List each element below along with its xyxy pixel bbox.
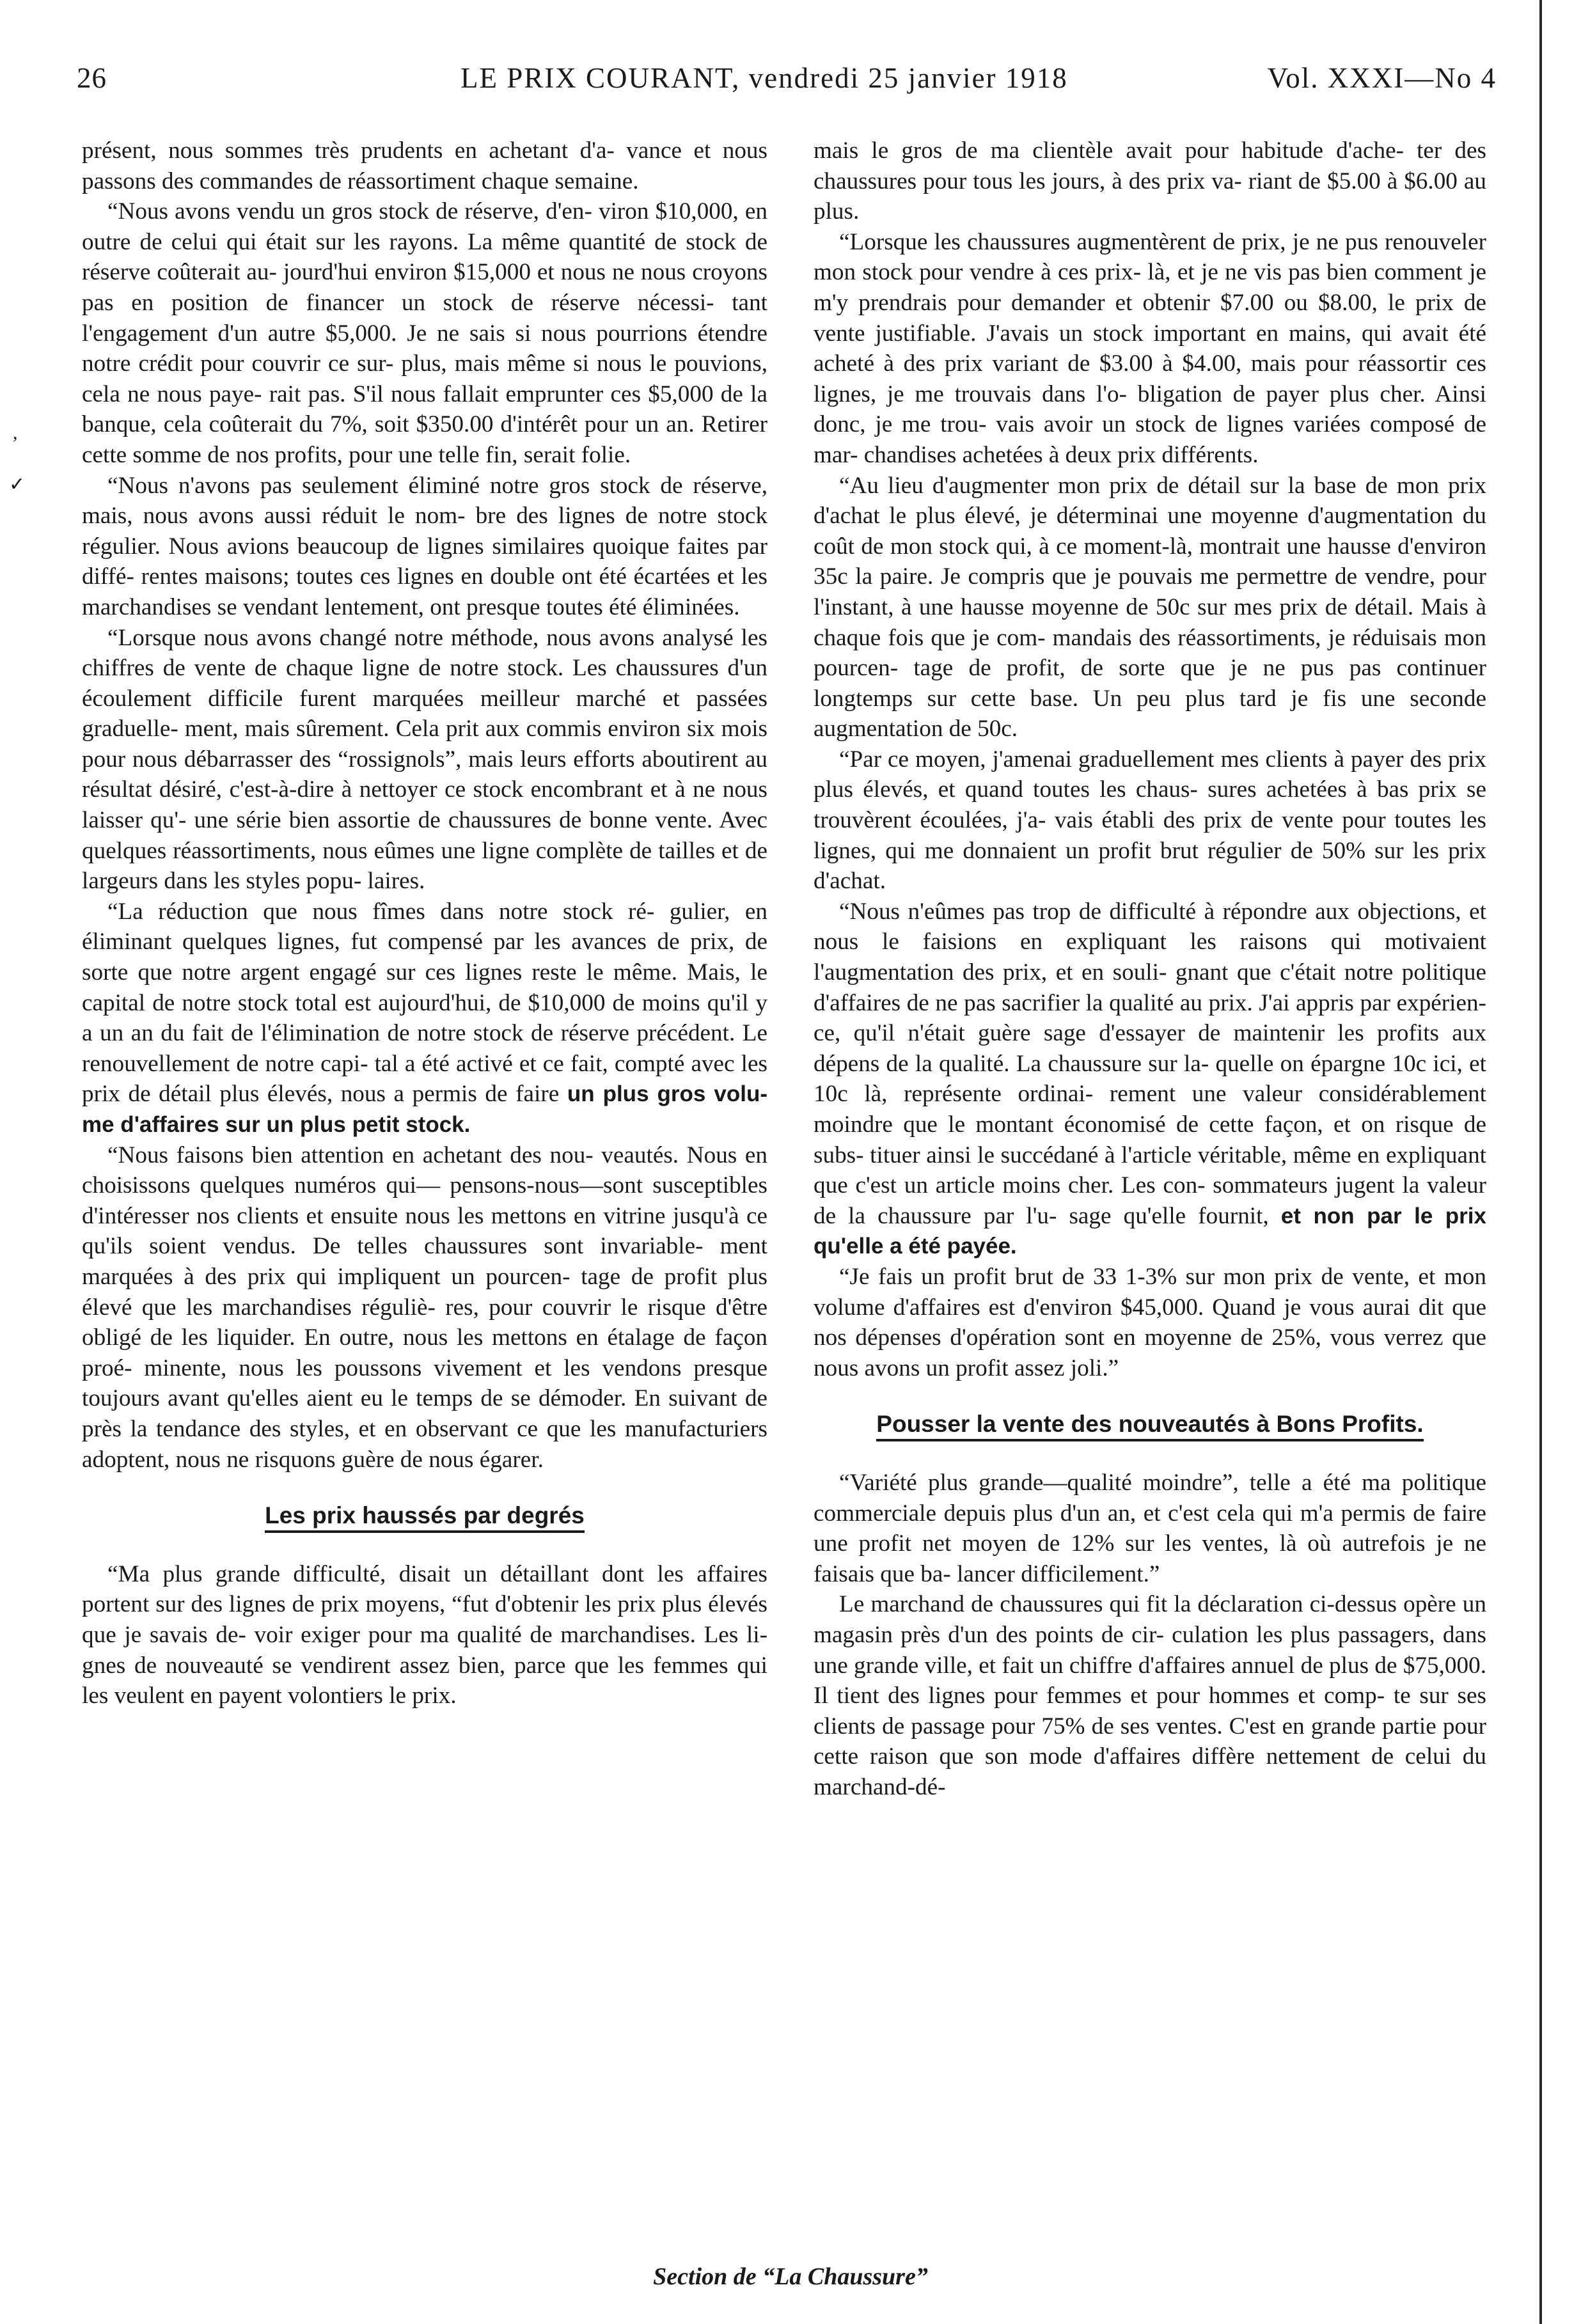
paragraph: “Nous avons vendu un gros stock de réserve, d'en- viron $10,000, en outre de celui qui était sur les rayons. La même quantité de stock de réserve coûterait au- jourd'hui environ $15,000 et nous ne nous croyons pas en position de financer un stock de réserve nécessi- tant l'engagement d'un autre $5,000. Je ne sais si nous pourrions étendre notre crédit pour couvrir ce sur- plus, mais même si nous le pouvions, cela ne nous paye- rait pas. S'il nous fallait emprunter ces $5,000 de la banque, cela coûterait du 7%, soit $350.00 d'intérêt pour un an. Retirer cette somme de nos profits, pour une telle fin, serait folie.: [82, 198, 767, 468]
left-column: [82, 136, 767, 1711]
paragraph: présent, nous sommes très prudents en achetant d'a- vance et nous passons des commandes de réassortiment chaque semaine.: [82, 137, 767, 194]
paragraph: “Lorsque les chaussures augmentèrent de prix, je ne pus renouveler mon stock pour vendre à ces prix- là, et je ne vis pas bien comment je m'y prendrais pour demander et obtenir $7.00 ou $8.00, le prix de vente justifiable. J'avais un stock important en mains, qui avait été acheté à des prix variant de $3.00 à $4.00, mais pour réassortir ces lignes, je me trouvais dans l'o- bligation de payer plus cher. Ainsi donc, je me trou- vais avoir un stock de lignes variées composé de mar- chandises achetées à deux prix différents.: [814, 228, 1486, 468]
paragraph: “Nous n'avons pas seulement éliminé notre gros stock de réserve, mais, nous avons aussi réduit le nom- bre des lignes de notre stock régulier. Nous avions beaucoup de lignes similaires quoique faites par diffé- rentes maisons; toutes ces lignes en double ont été écartées et les marchandises se vendant lentement, ont presque toutes été éliminées.: [82, 472, 767, 620]
volume-number: Vol. XXXI—No 4: [1267, 62, 1497, 94]
page-number: 26: [77, 62, 107, 94]
paragraph: “Variété plus grande—qualité moindre”, telle a été ma politique commerciale depuis plus d'un an, et c'est cela qui m'a permis de faire une profit net moyen de 12% sur les ventes, là où autrefois je ne faisais que ba- lancer difficilement.”: [814, 1469, 1486, 1587]
bold-emphasis: et non par le prix qu'elle a été payée.: [814, 1203, 1486, 1259]
section-heading: [814, 1409, 1486, 1440]
scan-edge-line: [1539, 0, 1542, 2324]
paragraph: “Ma plus grande difficulté, disait un détaillant dont les affaires portent sur des lignes de prix moyens, “fut d'obtenir les prix plus élevés que je savais de- voir exiger pour ma qualité de marchandises. Les li- gnes de nouveauté se vendirent assez bien, parce que les femmes qui les veulent en payent volontiers le prix.: [82, 1560, 767, 1709]
section-heading-text: Pousser la vente des nouveautés à Bons Profits.: [876, 1411, 1423, 1441]
paragraph: “Lorsque nous avons changé notre méthode, nous avons analysé les chiffres de vente de chaque ligne de notre stock. Les chaussures d'un écoulement difficile furent marquées meilleur marché et passées graduelle- ment, mais sûrement. Cela prit aux commis environ six mois pour nous débarrasser des “rossignols”, mais leurs efforts aboutirent au résultat désiré, c'est-à-dire à nettoyer ce stock encombrant et à ne nous laisser qu'- une série bien assortie de chaussures de bonne vente. Avec quelques réassortiments, nous eûmes une ligne complète de tailles et de largeurs dans les styles popu- laires.: [82, 624, 767, 895]
section-heading-text: Les prix haussés par degrés: [265, 1502, 585, 1533]
paragraph: “Au lieu d'augmenter mon prix de détail sur la base de mon prix d'achat le plus élevé, je déterminai une moyenne d'augmentation du coût de mon stock qui, à ce moment-là, montrait une hausse d'environ 35c la paire. Je compris que je pouvais me permettre de vendre, pour l'instant, à une hausse moyenne de 50c sur mes prix de détail. Mais à chaque fois que je com- mandais des réassortiments, je réduisais mon pourcen- tage de profit, de sorte que je ne pus pas continuer longtemps sur cette base. Un peu plus tard je fis une seconde augmentation de 50c.: [814, 472, 1486, 742]
section-heading: [82, 1500, 767, 1531]
publication-title: LE PRIX COURANT, vendredi 25 janvier 1918: [460, 62, 1068, 94]
paragraph: “Je fais un profit brut de 33 1-3% sur mon prix de vente, et mon volume d'affaires est d'environ $45,000. Quand je vous aurai dit que nos dépenses d'opération sont en moyenne de 25%, vous verrez que nous avons un profit assez joli.”: [814, 1263, 1486, 1381]
paragraph: [814, 897, 1486, 1262]
margin-mark: ,: [13, 422, 18, 443]
paragraph-text: “Nous n'eûmes pas trop de difficulté à répondre aux objections, et nous le faisions en expliquant les raisons qui motivaient l'augmentation des prix, et en souli- gnant que c'était notre politique d'affaires de ne pas sacrifier la qualité au prix. J'ai appris par expérien- ce, qu'il n'était guère sage d'essayer de maintenir les profits aux dépens de la qualité. La chaussure sur la- quelle on épargne 10c ici, et 10c là, représente ordinai- rement une valeur considérablement moindre que le montant économisé de cette façon, et on risque de subs- tituer ainsi le succédané à l'article véritable, même en expliquant que c'est un article moins cher. Les con- sommateurs jugent la valeur de la chaussure par l'u- sage qu'elle fournit,: [814, 898, 1486, 1229]
paragraph: Le marchand de chaussures qui fit la déclaration ci-dessus opère un magasin près d'un des points de cir- culation les plus passagers, dans une grande ville, et fait un chiffre d'affaires annuel de plus de $75,000. Il tient des lignes pour femmes et pour hommes et comp- te sur ses clients de passage pour 75% de ses ventes. C'est en grande partie pour cette raison que son mode d'affaires diffère nettement de celui du marchand-dé-: [814, 1591, 1486, 1800]
paragraph: “Nous faisons bien attention en achetant des nou- veautés. Nous en choisissons quelques numéros qui— pensons-nous—sont susceptibles d'intéresser nos clients et ensuite nous les mettons en vitrine jusqu'à ce qu'ils soient vendus. De telles chaussures sont invariable- ment marquées à des prix qui impliquent un pourcen- tage de profit plus élevé que les marchandises réguliè- res, pour couvrir le risque d'être obligé de les liquider. En outre, nous les mettons en étalage de façon proé- minente, nous les poussons vivement et les vendons presque toujours avant qu'elles aient eu le temps de se démoder. En suivant de près la tendance des styles, et en observant ce que les manufacturiers adoptent, nous ne risquons guère de nous égarer.: [82, 1142, 767, 1473]
bold-emphasis: un plus gros volu- me d'affaires sur un plus petit stock.: [82, 1081, 767, 1137]
page-header: [77, 61, 1497, 106]
margin-mark: ✓: [9, 474, 26, 495]
paragraph: “Par ce moyen, j'amenai graduellement mes clients à payer des prix plus élevés, et quand toutes les chaus- sures achetées à bas prix se trouvèrent écoulées, j'a- vais établi des prix de vente pour toutes les lignes, qui me donnaient un profit brut régulier de 50% sur les prix d'achat.: [814, 746, 1486, 895]
paragraph: mais le gros de ma clientèle avait pour habitude d'ache- ter des chaussures pour tous les jours, à des prix va- riant de $5.00 à $6.00 au plus.: [814, 137, 1486, 225]
paragraph-text: “La réduction que nous fîmes dans notre stock ré- gulier, en éliminant quelques lignes, fut compensé par les avances de prix, de sorte que notre argent engagé sur ces lignes reste le même. Mais, le capital de notre stock total est aujourd'hui, de $10,000 de moins qu'il y a un an du fait de l'élimination de notre stock de réserve précédent. Le renouvellement de notre capi- tal a été activé et ce fait, compté avec les prix de détail plus élevés, nous a permis de faire: [82, 898, 767, 1108]
right-column: [814, 136, 1486, 1802]
page-footer: Section de “La Chaussure”: [653, 2263, 928, 2290]
paragraph: [82, 897, 767, 1140]
